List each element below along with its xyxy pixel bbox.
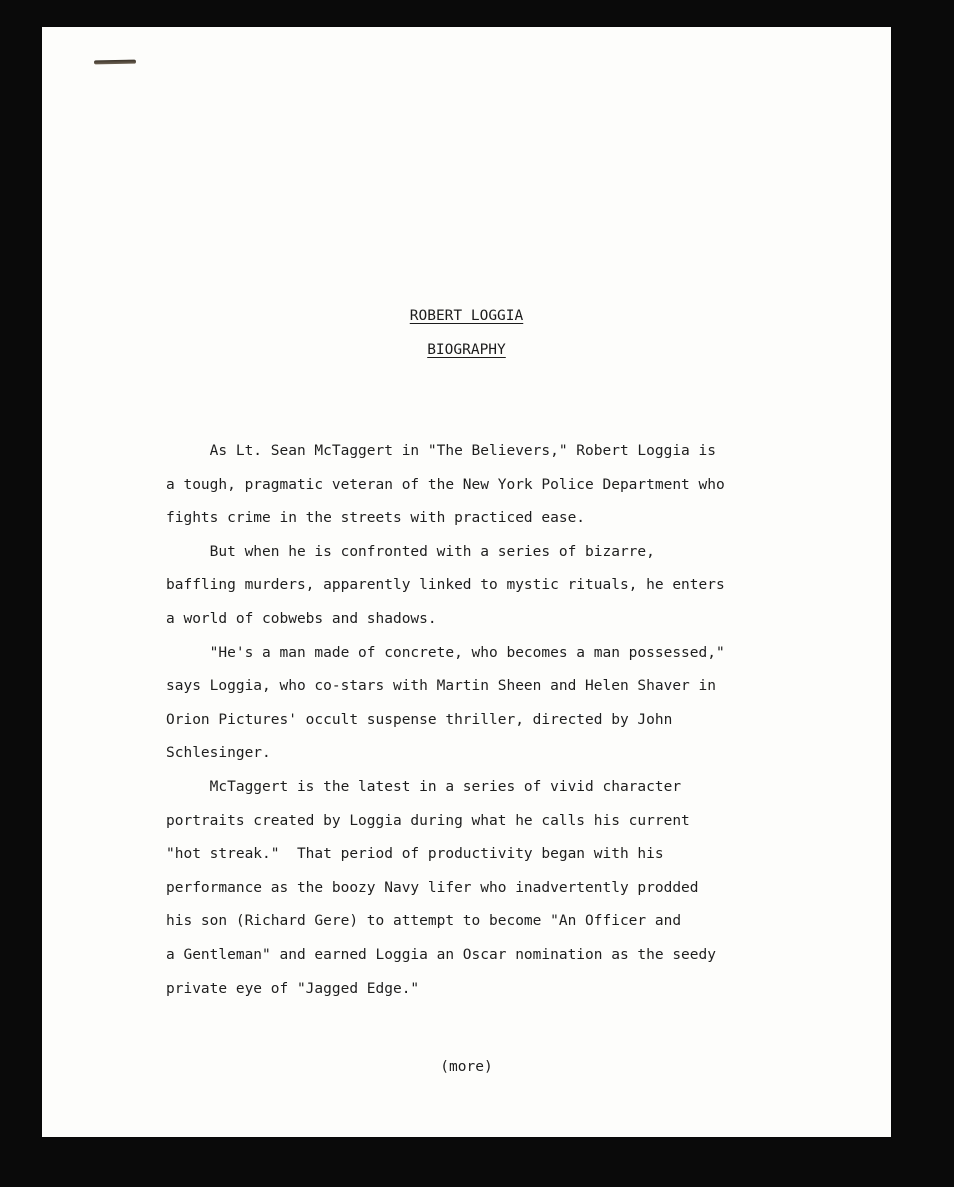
text-line: Orion Pictures' occult suspense thriller, directed by John <box>166 711 673 728</box>
text-line: baffling murders, apparently linked to mystic rituals, he enters <box>166 577 725 594</box>
continuation-marker: (more) <box>440 1059 493 1075</box>
text-line: his son (Richard Gere) to attempt to become "An Officer and <box>166 913 682 930</box>
text-line: portraits created by Loggia during what he calls his current <box>166 812 690 829</box>
text-line: a world of cobwebs and shadows. <box>166 610 437 627</box>
body-paragraph <box>166 435 806 536</box>
text-line: private eye of "Jagged Edge." <box>166 980 420 997</box>
text-line: McTaggert is the latest in a series of vivid character <box>166 778 682 795</box>
text-line: a tough, pragmatic veteran of the New York Police Department who <box>166 476 725 493</box>
document-title: ROBERT LOGGIA <box>409 308 524 324</box>
body-text <box>166 435 806 1006</box>
text-line: Schlesinger. <box>166 745 271 762</box>
text-line: "hot streak." That period of productivity began with his <box>166 846 664 863</box>
body-paragraph <box>166 771 806 1006</box>
text-line: "He's a man made of concrete, who becomes a man possessed," <box>166 644 725 661</box>
text-line: As Lt. Sean McTaggert in "The Believers," Robert Loggia is <box>166 443 716 459</box>
text-line: fights crime in the streets with practiced ease. <box>166 510 586 527</box>
staple-mark <box>94 60 136 65</box>
text-line: a Gentleman" and earned Loggia an Oscar nomination as the seedy <box>166 946 716 963</box>
body-paragraph <box>166 637 806 771</box>
text-line: says Loggia, who co-stars with Martin Sheen and Helen Shaver in <box>166 678 716 695</box>
text-line: performance as the boozy Navy lifer who inadvertently prodded <box>166 879 699 896</box>
document-subtitle: BIOGRAPHY <box>427 342 506 358</box>
body-paragraph <box>166 536 806 637</box>
document-page <box>42 27 891 1137</box>
text-line: But when he is confronted with a series of bizarre, <box>166 543 655 560</box>
